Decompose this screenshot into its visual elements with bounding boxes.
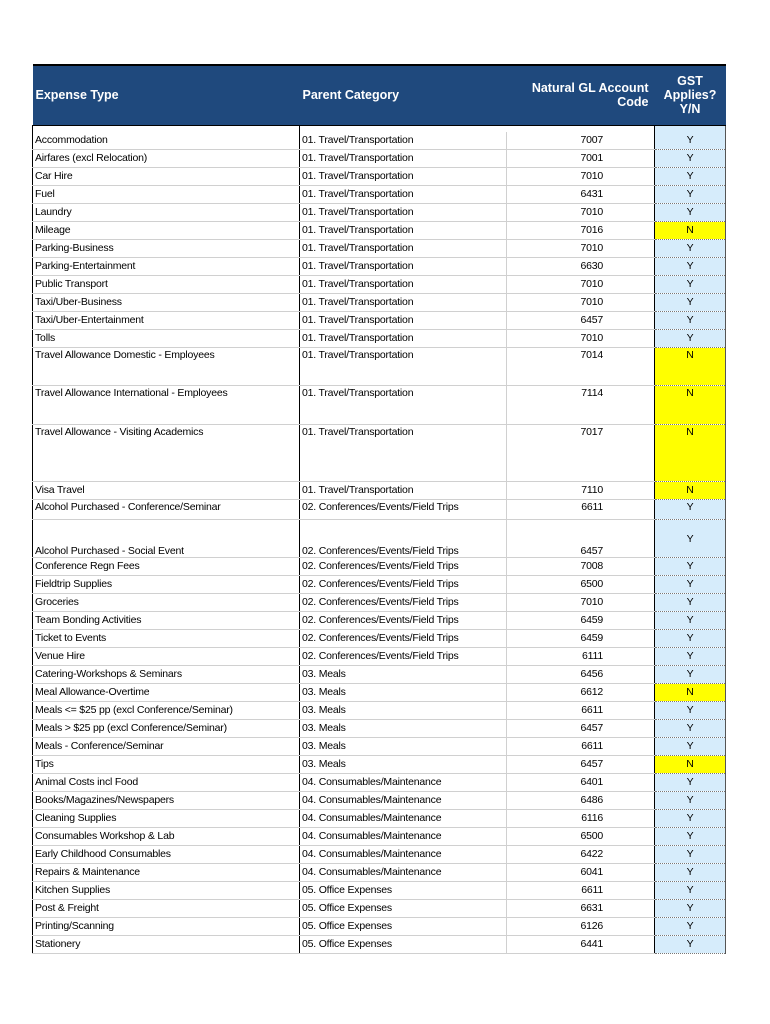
cell-gl-code: 6457 [507,719,655,737]
cell-expense-type: Mileage [33,221,300,239]
cell-gl-code: 6611 [507,701,655,719]
cell-gl-code: 6611 [507,881,655,899]
cell-parent-category: 04. Consumables/Maintenance [300,809,507,827]
table-header-row [33,65,726,125]
cell-parent-category: 03. Meals [300,719,507,737]
cell-gst: Y [655,773,726,791]
cell-expense-type: Repairs & Maintenance [33,863,300,881]
cell-gst: Y [655,737,726,755]
cell-gst: Y [655,149,726,167]
cell-expense-type: Taxi/Uber-Entertainment [33,311,300,329]
table-row [33,863,726,881]
table-row [33,293,726,311]
cell-gst: N [655,683,726,701]
cell-expense-type: Parking-Business [33,239,300,257]
expense-table-sheet [32,64,725,954]
cell-parent-category: 01. Travel/Transportation [300,167,507,185]
cell-gst: Y [655,881,726,899]
table-row [33,899,726,917]
cell-gl-code: 6611 [507,499,655,519]
cell-gst: Y [655,239,726,257]
table-row [33,593,726,611]
cell-expense-type: Travel Allowance - Visiting Academics [33,424,300,481]
cell-expense-type: Stationery [33,935,300,953]
table-row [33,881,726,899]
header-expense-type: Expense Type [33,65,300,125]
table-row [33,499,726,519]
cell-gst: Y [655,329,726,347]
cell-gl-code: 7010 [507,203,655,221]
cell-gst: Y [655,611,726,629]
table-row [33,132,726,150]
cell-gl-code: 7114 [507,385,655,424]
cell-parent-category: 01. Travel/Transportation [300,385,507,424]
cell-parent-category: 02. Conferences/Events/Field Trips [300,519,507,557]
cell-gl-code: 7014 [507,347,655,385]
table-row [33,275,726,293]
cell-parent-category: 04. Consumables/Maintenance [300,827,507,845]
cell-expense-type: Groceries [33,593,300,611]
cell-parent-category: 05. Office Expenses [300,935,507,953]
cell-expense-type: Tolls [33,329,300,347]
table-row [33,203,726,221]
cell-gst: Y [655,827,726,845]
cell-parent-category: 01. Travel/Transportation [300,203,507,221]
header-parent-category: Parent Category [300,65,507,125]
table-row [33,755,726,773]
cell-gst: Y [655,863,726,881]
cell-parent-category: 02. Conferences/Events/Field Trips [300,629,507,647]
table-row [33,329,726,347]
cell-parent-category: 02. Conferences/Events/Field Trips [300,611,507,629]
cell-parent-category: 01. Travel/Transportation [300,239,507,257]
cell-gl-code: 6630 [507,257,655,275]
cell-expense-type: Car Hire [33,167,300,185]
cell-gl-code: 6457 [507,519,655,557]
cell-parent-category: 01. Travel/Transportation [300,275,507,293]
cell-gl-code: 6422 [507,845,655,863]
cell-parent-category: 03. Meals [300,665,507,683]
cell-parent-category: 01. Travel/Transportation [300,257,507,275]
cell-gl-code: 6111 [507,647,655,665]
cell-gl-code: 6612 [507,683,655,701]
table-row [33,149,726,167]
cell-gl-code: 6116 [507,809,655,827]
cell-expense-type: Airfares (excl Relocation) [33,149,300,167]
cell-parent-category: 01. Travel/Transportation [300,424,507,481]
table-row [33,575,726,593]
cell-gst: Y [655,935,726,953]
cell-expense-type: Meals - Conference/Seminar [33,737,300,755]
cell-expense-type: Travel Allowance International - Employees [33,385,300,424]
cell-gst: Y [655,593,726,611]
cell-expense-type: Taxi/Uber-Business [33,293,300,311]
table-row [33,557,726,575]
cell-gl-code: 6486 [507,791,655,809]
cell-expense-type: Team Bonding Activities [33,611,300,629]
cell-gl-code: 7008 [507,557,655,575]
cell-gst: N [655,347,726,385]
cell-expense-type: Parking-Entertainment [33,257,300,275]
cell-gl-code: 7010 [507,329,655,347]
cell-parent-category: 01. Travel/Transportation [300,347,507,385]
cell-gl-code: 7016 [507,221,655,239]
cell-gst: Y [655,499,726,519]
cell-expense-type: Laundry [33,203,300,221]
cell-gl-code: 7110 [507,481,655,499]
cell-expense-type: Animal Costs incl Food [33,773,300,791]
cell-expense-type: Printing/Scanning [33,917,300,935]
cell-parent-category: 05. Office Expenses [300,899,507,917]
table-row [33,845,726,863]
cell-gst: Y [655,293,726,311]
cell-expense-type: Tips [33,755,300,773]
table-row [33,629,726,647]
table-row [33,935,726,953]
cell-gst: Y [655,647,726,665]
cell-parent-category: 05. Office Expenses [300,917,507,935]
cell-expense-type: Public Transport [33,275,300,293]
cell-parent-category: 03. Meals [300,701,507,719]
table-row [33,791,726,809]
cell-parent-category: 02. Conferences/Events/Field Trips [300,647,507,665]
cell-gst: N [655,424,726,481]
table-row [33,917,726,935]
cell-gst: Y [655,845,726,863]
cell-parent-category: 02. Conferences/Events/Field Trips [300,557,507,575]
cell-gst: Y [655,132,726,150]
cell-gst: Y [655,519,726,557]
cell-gl-code: 7010 [507,275,655,293]
cell-gst: Y [655,719,726,737]
table-row [33,185,726,203]
cell-parent-category: 01. Travel/Transportation [300,329,507,347]
cell-expense-type: Meal Allowance-Overtime [33,683,300,701]
cell-gst: N [655,221,726,239]
cell-parent-category: 01. Travel/Transportation [300,481,507,499]
cell-gl-code: 6457 [507,755,655,773]
cell-gst: Y [655,629,726,647]
cell-expense-type: Early Childhood Consumables [33,845,300,863]
cell-gl-code: 6459 [507,629,655,647]
cell-expense-type: Venue Hire [33,647,300,665]
cell-gst: N [655,481,726,499]
cell-gl-code: 6631 [507,899,655,917]
cell-parent-category: 05. Office Expenses [300,881,507,899]
cell-gl-code: 7001 [507,149,655,167]
table-row [33,239,726,257]
cell-gl-code: 6441 [507,935,655,953]
cell-gst: Y [655,701,726,719]
cell-gl-code: 7010 [507,593,655,611]
table-row [33,167,726,185]
table-row [33,311,726,329]
cell-gl-code: 7010 [507,239,655,257]
cell-gst: Y [655,899,726,917]
cell-parent-category: 01. Travel/Transportation [300,311,507,329]
cell-gl-code: 6401 [507,773,655,791]
cell-expense-type: Meals <= $25 pp (excl Conference/Seminar) [33,701,300,719]
cell-expense-type: Alcohol Purchased - Social Event [33,519,300,557]
table-row [33,683,726,701]
cell-expense-type: Post & Freight [33,899,300,917]
expense-gl-table [32,64,726,954]
header-gst: GST Applies? Y/N [655,65,726,125]
header-gl-code: Natural GL Account Code [507,65,655,125]
cell-gl-code: 6500 [507,827,655,845]
cell-expense-type: Fieldtrip Supplies [33,575,300,593]
cell-gst: Y [655,917,726,935]
cell-parent-category: 02. Conferences/Events/Field Trips [300,593,507,611]
cell-gst: Y [655,575,726,593]
cell-parent-category: 01. Travel/Transportation [300,221,507,239]
cell-expense-type: Fuel [33,185,300,203]
cell-parent-category: 01. Travel/Transportation [300,132,507,150]
table-row [33,611,726,629]
cell-parent-category: 04. Consumables/Maintenance [300,791,507,809]
cell-gst: Y [655,665,726,683]
cell-gl-code: 6126 [507,917,655,935]
table-row [33,647,726,665]
cell-gst: Y [655,167,726,185]
table-row [33,385,726,424]
table-row [33,809,726,827]
table-row [33,519,726,557]
table-row [33,773,726,791]
table-row [33,665,726,683]
cell-expense-type: Conference Regn Fees [33,557,300,575]
cell-gl-code: 7010 [507,167,655,185]
cell-gst: Y [655,185,726,203]
cell-parent-category: 03. Meals [300,683,507,701]
cell-parent-category: 01. Travel/Transportation [300,293,507,311]
cell-gst: Y [655,791,726,809]
cell-parent-category: 02. Conferences/Events/Field Trips [300,575,507,593]
cell-parent-category: 03. Meals [300,755,507,773]
table-body [33,125,726,953]
cell-gst: Y [655,203,726,221]
cell-gl-code: 6041 [507,863,655,881]
cell-parent-category: 02. Conferences/Events/Field Trips [300,499,507,519]
cell-gl-code: 6456 [507,665,655,683]
cell-gst: N [655,755,726,773]
cell-parent-category: 01. Travel/Transportation [300,149,507,167]
cell-gl-code: 6457 [507,311,655,329]
cell-gst: Y [655,275,726,293]
table-row [33,221,726,239]
cell-expense-type: Catering-Workshops & Seminars [33,665,300,683]
cell-expense-type: Meals > $25 pp (excl Conference/Seminar) [33,719,300,737]
cell-parent-category: 04. Consumables/Maintenance [300,845,507,863]
cell-expense-type: Consumables Workshop & Lab [33,827,300,845]
cell-gl-code: 7017 [507,424,655,481]
cell-expense-type: Books/Magazines/Newspapers [33,791,300,809]
table-row [33,737,726,755]
cell-gst: Y [655,257,726,275]
table-row [33,701,726,719]
cell-expense-type: Cleaning Supplies [33,809,300,827]
table-row [33,481,726,499]
cell-gl-code: 6431 [507,185,655,203]
cell-gl-code: 6500 [507,575,655,593]
table-row [33,827,726,845]
table-row [33,719,726,737]
table-row [33,424,726,481]
cell-parent-category: 04. Consumables/Maintenance [300,863,507,881]
cell-gst: Y [655,311,726,329]
cell-expense-type: Kitchen Supplies [33,881,300,899]
cell-parent-category: 01. Travel/Transportation [300,185,507,203]
cell-gst: N [655,385,726,424]
table-row [33,347,726,385]
cell-expense-type: Alcohol Purchased - Conference/Seminar [33,499,300,519]
cell-gst: Y [655,557,726,575]
cell-gl-code: 7010 [507,293,655,311]
table-row [33,257,726,275]
cell-gl-code: 6459 [507,611,655,629]
cell-gl-code: 6611 [507,737,655,755]
cell-expense-type: Visa Travel [33,481,300,499]
cell-parent-category: 04. Consumables/Maintenance [300,773,507,791]
cell-parent-category: 03. Meals [300,737,507,755]
cell-gl-code: 7007 [507,132,655,150]
cell-expense-type: Travel Allowance Domestic - Employees [33,347,300,385]
cell-gst: Y [655,809,726,827]
cell-expense-type: Ticket to Events [33,629,300,647]
cell-expense-type: Accommodation [33,132,300,150]
